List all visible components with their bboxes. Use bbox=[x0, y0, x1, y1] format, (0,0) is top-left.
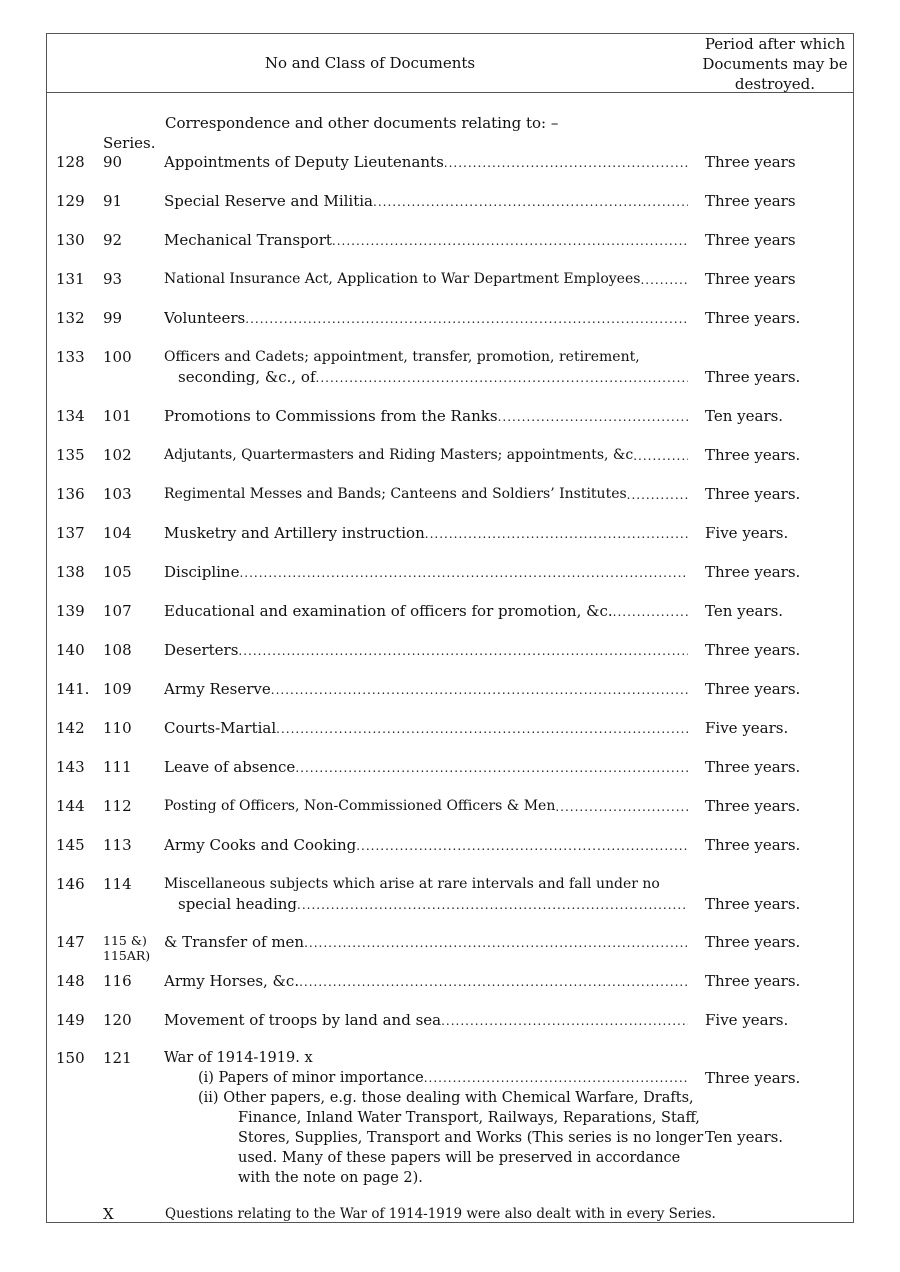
row-series: 100 bbox=[103, 348, 132, 366]
header-class-of-documents: No and Class of Documents bbox=[264, 54, 476, 72]
row-description: Appointments of Deputy Lieutenants bbox=[164, 153, 444, 171]
row-number: 148 bbox=[56, 972, 85, 990]
row-period: Three years. bbox=[705, 758, 801, 776]
row-period: Three years bbox=[705, 270, 796, 288]
intro-text: Correspondence and other documents relating to: – bbox=[165, 114, 559, 132]
row-description: Musketry and Artillery instruction bbox=[164, 524, 425, 542]
row-number: 134 bbox=[56, 407, 85, 425]
row-description: & Transfer of men bbox=[164, 933, 305, 951]
row-series: 113 bbox=[103, 836, 132, 854]
row-series: 91 bbox=[103, 192, 123, 210]
leader-dots bbox=[239, 562, 688, 583]
row-series: 104 bbox=[103, 524, 132, 542]
row-period: Five years. bbox=[705, 1011, 789, 1029]
row-description: Army Horses, &c. bbox=[164, 972, 300, 990]
row-description: Army Cooks and Cooking bbox=[164, 836, 357, 854]
row-series: 103 bbox=[103, 485, 132, 503]
row-period: Five years. bbox=[705, 524, 789, 542]
row-description: Volunteers bbox=[164, 309, 246, 327]
row-description: Discipline bbox=[164, 563, 240, 581]
row-number: 149 bbox=[56, 1011, 85, 1029]
header-period bbox=[696, 34, 854, 94]
row-description: Movement of troops by land and sea bbox=[164, 1011, 442, 1029]
row-description: Educational and examination of officers for promotion, &c. bbox=[164, 602, 613, 620]
row-description: Posting of Officers, Non-Commissioned Officers & Men bbox=[164, 798, 556, 814]
row-period: Three years bbox=[705, 231, 796, 249]
leader-dots bbox=[238, 640, 688, 661]
footnote-text: Questions relating to the War of 1914-1919 were also dealt with in every Series. bbox=[165, 1206, 716, 1222]
row-description: Special Reserve and Militia bbox=[164, 192, 373, 210]
row-description: Leave of absence bbox=[164, 758, 296, 776]
row-series: 120 bbox=[103, 1011, 132, 1029]
leader-dots bbox=[245, 308, 688, 329]
leader-dots bbox=[498, 406, 688, 427]
row-number: 130 bbox=[56, 231, 85, 249]
row-series: 116 bbox=[103, 972, 132, 990]
row-series: 108 bbox=[103, 641, 132, 659]
row-number: 135 bbox=[56, 446, 85, 464]
row-description-line: Miscellaneous subjects which arise at rare intervals and fall under no bbox=[164, 876, 660, 892]
leader-dots bbox=[297, 894, 688, 915]
row-description: Adjutants, Quartermasters and Riding Masters; appointments, &c bbox=[164, 447, 634, 463]
row-series: 90 bbox=[103, 153, 123, 171]
row-number: 132 bbox=[56, 309, 85, 327]
row-series: 115 &) bbox=[103, 933, 147, 948]
leader-dots bbox=[295, 757, 688, 778]
row-description: Army Reserve bbox=[164, 680, 271, 698]
row-series: 92 bbox=[103, 231, 123, 249]
row-period: Three years. bbox=[705, 1069, 801, 1087]
leader-dots bbox=[613, 601, 688, 622]
row-number: 146 bbox=[56, 875, 85, 893]
row-number: 150 bbox=[56, 1049, 85, 1067]
row-number: 137 bbox=[56, 524, 85, 542]
row-number: 147 bbox=[56, 933, 85, 951]
row-period: Three years bbox=[705, 192, 796, 210]
row-number: 145 bbox=[56, 836, 85, 854]
row-number: 136 bbox=[56, 485, 85, 503]
header-period-line: Documents may be bbox=[702, 55, 848, 73]
row-number: 143 bbox=[56, 758, 85, 776]
row-description: Deserters bbox=[164, 641, 239, 659]
row-series: 105 bbox=[103, 563, 132, 581]
leader-dots bbox=[555, 796, 688, 817]
row-number: 144 bbox=[56, 797, 85, 815]
row-number: 129 bbox=[56, 192, 85, 210]
leader-dots bbox=[356, 835, 688, 856]
leader-dots bbox=[276, 718, 688, 739]
row-description: special heading bbox=[178, 895, 298, 913]
row-period: Ten years. bbox=[705, 407, 784, 425]
row-description: seconding, &c., of bbox=[178, 368, 316, 386]
row-series: 101 bbox=[103, 407, 132, 425]
row-period: Three years. bbox=[705, 797, 801, 815]
sub-item-other-papers: (ii) Other papers, e.g. those dealing with Chemical Warfare, Drafts, bbox=[198, 1090, 694, 1106]
row-description: Mechanical Transport bbox=[164, 231, 332, 249]
series-heading: Series. bbox=[103, 134, 156, 152]
row-series: 99 bbox=[103, 309, 123, 327]
leader-dots bbox=[316, 367, 688, 388]
header-period-line: destroyed. bbox=[734, 75, 816, 93]
leader-dots bbox=[627, 484, 688, 505]
row-number: 142 bbox=[56, 719, 85, 737]
row-series: 121 bbox=[103, 1049, 132, 1067]
row-series: 114 bbox=[103, 875, 132, 893]
row-description: Courts-Martial bbox=[164, 719, 277, 737]
leader-dots bbox=[271, 679, 688, 700]
row-period: Three years. bbox=[705, 895, 801, 913]
leader-dots bbox=[425, 523, 688, 544]
row-number: 133 bbox=[56, 348, 85, 366]
sub-item-line: Stores, Supplies, Transport and Works (This series is no longer bbox=[238, 1130, 704, 1146]
leader-dots bbox=[299, 971, 688, 992]
row-number: 131 bbox=[56, 270, 85, 288]
row-period: Three years. bbox=[705, 485, 801, 503]
row-period: Three years. bbox=[705, 972, 801, 990]
row-series: 110 bbox=[103, 719, 132, 737]
row-series-continued: 115AR) bbox=[103, 948, 151, 963]
row-description: National Insurance Act, Application to War Department Employees bbox=[164, 271, 641, 287]
row-number: 139 bbox=[56, 602, 85, 620]
row-description: Regimental Messes and Bands; Canteens and Soldiers’ Institutes bbox=[164, 486, 627, 502]
row-number: 138 bbox=[56, 563, 85, 581]
row-series: 102 bbox=[103, 446, 132, 464]
row-period: Three years. bbox=[705, 933, 801, 951]
row-series: 109 bbox=[103, 680, 132, 698]
row-period: Ten years. bbox=[705, 1128, 784, 1146]
leader-dots bbox=[424, 1068, 688, 1088]
row-period: Three years. bbox=[705, 446, 801, 464]
row-number: 128 bbox=[56, 153, 85, 171]
sub-item-line: Finance, Inland Water Transport, Railways, Reparations, Staff, bbox=[238, 1110, 700, 1126]
row-number: 141. bbox=[56, 680, 90, 698]
row-period: Three years bbox=[705, 153, 796, 171]
row-period: Three years. bbox=[705, 563, 801, 581]
footnote-mark: X bbox=[103, 1205, 114, 1223]
row-period: Ten years. bbox=[705, 602, 784, 620]
row-series: 107 bbox=[103, 602, 132, 620]
leader-dots bbox=[332, 230, 688, 251]
leader-dots bbox=[640, 269, 688, 290]
row-series: 111 bbox=[103, 758, 132, 776]
row-period: Three years. bbox=[705, 309, 801, 327]
row-description-line: Officers and Cadets; appointment, transfer, promotion, retirement, bbox=[164, 349, 640, 365]
row-period: Three years. bbox=[705, 368, 801, 386]
row-period: Three years. bbox=[705, 680, 801, 698]
leader-dots bbox=[441, 1010, 688, 1031]
row-series: 112 bbox=[103, 797, 132, 815]
row-description: Promotions to Commissions from the Ranks bbox=[164, 407, 498, 425]
sub-item-line: with the note on page 2). bbox=[238, 1170, 423, 1186]
row-period: Five years. bbox=[705, 719, 789, 737]
row-number: 140 bbox=[56, 641, 85, 659]
leader-dots bbox=[373, 191, 688, 212]
sub-item-line: used. Many of these papers will be preserved in accordance bbox=[238, 1150, 681, 1166]
row-period: Three years. bbox=[705, 641, 801, 659]
row-description: War of 1914-1919. x bbox=[164, 1050, 313, 1066]
leader-dots bbox=[304, 932, 688, 953]
row-series: 93 bbox=[103, 270, 123, 288]
leader-dots bbox=[633, 445, 688, 466]
sub-item-minor-papers: (i) Papers of minor importance bbox=[198, 1070, 424, 1086]
row-period: Three years. bbox=[705, 836, 801, 854]
leader-dots bbox=[444, 152, 688, 173]
header-period-line: Period after which bbox=[704, 35, 846, 53]
